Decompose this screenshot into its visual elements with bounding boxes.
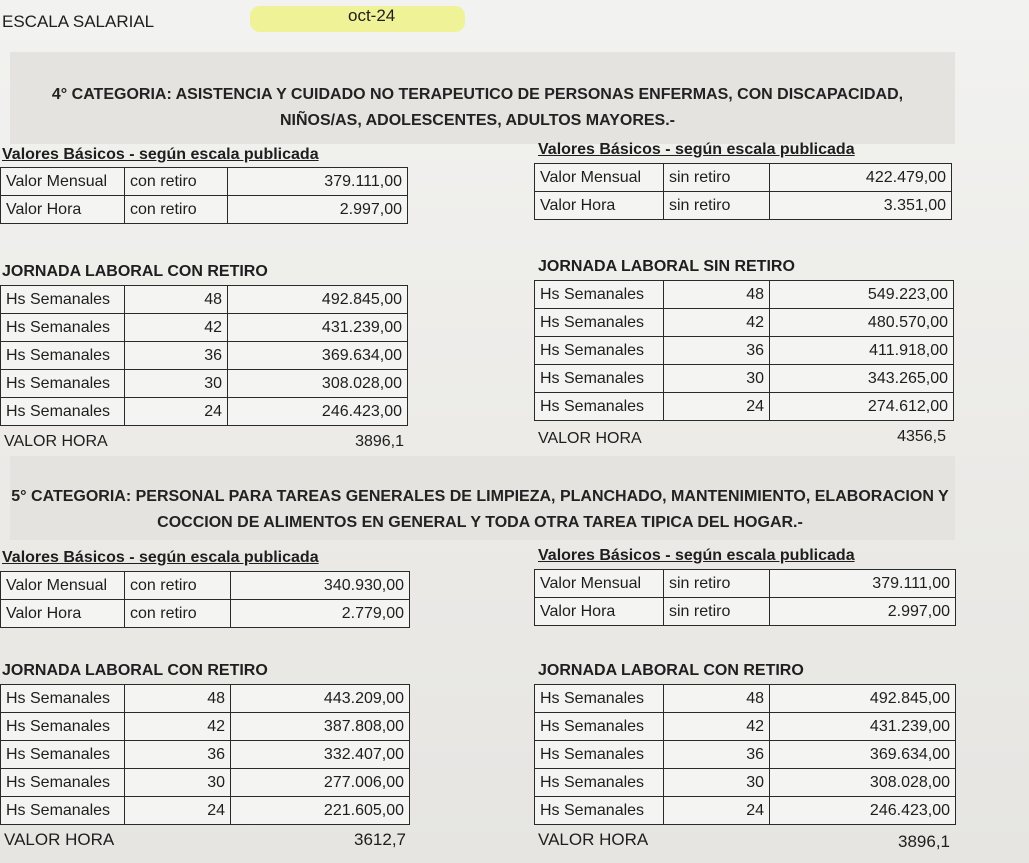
hours-cell: 30 [125, 769, 231, 797]
value-cell: 492.845,00 [770, 685, 956, 713]
value-cell: 431.239,00 [770, 713, 956, 741]
table-row [1, 797, 410, 825]
category-5-title-line2: COCCION DE ALIMENTOS EN GENERAL Y TODA OTRA TAREA TIPICA DEL HOGAR.- [157, 514, 803, 531]
label-cell: Valor Hora [535, 598, 664, 626]
cat4-jornada-right-heading: JORNADA LABORAL SIN RETIRO [538, 258, 795, 275]
label-cell: Valor Mensual [1, 572, 125, 600]
cat5-right-valor-hora-label: VALOR HORA [538, 830, 649, 849]
value-cell: 2.997,00 [770, 598, 956, 626]
hours-cell: 42 [125, 713, 231, 741]
label-cell: Valor Hora [1, 196, 125, 224]
value-cell: 431.239,00 [228, 314, 408, 342]
label-cell: Hs Semanales [1, 314, 125, 342]
table-row [535, 337, 954, 365]
value-cell: 2.997,00 [228, 196, 408, 224]
table-row [1, 286, 408, 314]
value-cell: 492.845,00 [228, 286, 408, 314]
mode-cell: con retiro [125, 600, 231, 628]
label-cell: Hs Semanales [1, 741, 125, 769]
table-row [1, 572, 410, 600]
cat4-jornada-right-table [534, 280, 954, 421]
label-cell: Hs Semanales [535, 309, 664, 337]
value-cell: 379.111,00 [770, 570, 956, 598]
hours-cell: 24 [664, 393, 770, 421]
value-cell: 422.479,00 [770, 164, 952, 192]
table-row [535, 769, 956, 797]
mode-cell: con retiro [125, 572, 231, 600]
cat4-right-valor-hora: 4356,5 [897, 428, 946, 445]
mode-cell: con retiro [125, 196, 228, 224]
value-cell: 246.423,00 [770, 797, 956, 825]
table-row [535, 797, 956, 825]
cat5-jornada-right-heading: JORNADA LABORAL CON RETIRO [538, 662, 804, 679]
cat4-basicos-left-table [0, 167, 408, 224]
category-5-title-line1: 5° CATEGORIA: PERSONAL PARA TAREAS GENERALES DE LIMPIEZA, PLANCHADO, MANTENIMIENTO, ELABORACION Y [11, 488, 949, 505]
value-cell: 2.779,00 [231, 600, 410, 628]
value-cell: 332.407,00 [231, 741, 410, 769]
hours-cell: 42 [664, 309, 770, 337]
value-cell: 443.209,00 [231, 685, 410, 713]
table-row [535, 598, 956, 626]
cat5-left-valor-hora-label: VALOR HORA [4, 830, 115, 849]
cat5-basicos-left-table [0, 571, 410, 628]
value-cell: 277.006,00 [231, 769, 410, 797]
cat5-right-valor-hora: 3896,1 [898, 832, 950, 851]
table-row [1, 600, 410, 628]
label-cell: Hs Semanales [1, 713, 125, 741]
hours-cell: 36 [125, 741, 231, 769]
value-cell: 369.634,00 [228, 342, 408, 370]
label-cell: Hs Semanales [1, 797, 125, 825]
cat5-jornada-right-table [534, 684, 956, 825]
label-cell: Hs Semanales [1, 398, 125, 426]
label-cell: Valor Mensual [1, 168, 125, 196]
table-row [1, 342, 408, 370]
hours-cell: 30 [664, 365, 770, 393]
value-cell: 308.028,00 [770, 769, 956, 797]
table-row [1, 196, 408, 224]
value-cell: 246.423,00 [228, 398, 408, 426]
document-title: ESCALA SALARIAL [2, 12, 155, 31]
cat4-right-valor-hora-label: VALOR HORA [538, 430, 642, 447]
value-cell: 369.634,00 [770, 741, 956, 769]
value-cell: 343.265,00 [770, 365, 954, 393]
cat4-basicos-left-heading: Valores Básicos - según escala publicada [2, 146, 319, 163]
category-4-title-line1: 4° CATEGORIA: ASISTENCIA Y CUIDADO NO TERAPEUTICO DE PERSONAS ENFERMAS, CON DISCAPACIDAD, [51, 86, 904, 103]
label-cell: Hs Semanales [535, 769, 664, 797]
label-cell: Valor Mensual [535, 570, 664, 598]
cat5-left-valor-hora: 3612,7 [354, 830, 406, 849]
hours-cell: 48 [125, 286, 228, 314]
hours-cell: 36 [125, 342, 228, 370]
table-row [535, 713, 956, 741]
cat5-jornada-left-heading: JORNADA LABORAL CON RETIRO [2, 662, 268, 679]
cat4-jornada-left-table [0, 285, 408, 426]
label-cell: Hs Semanales [535, 713, 664, 741]
value-cell: 340.930,00 [231, 572, 410, 600]
hours-cell: 48 [664, 281, 770, 309]
value-cell: 308.028,00 [228, 370, 408, 398]
hours-cell: 36 [664, 337, 770, 365]
cat5-jornada-left-table [0, 684, 410, 825]
label-cell: Hs Semanales [1, 286, 125, 314]
hours-cell: 42 [664, 713, 770, 741]
cat4-left-valor-hora-label: VALOR HORA [4, 433, 108, 450]
table-row [1, 398, 408, 426]
value-cell: 480.570,00 [770, 309, 954, 337]
label-cell: Hs Semanales [535, 365, 664, 393]
cat5-basicos-left-heading: Valores Básicos - según escala publicada [2, 549, 319, 566]
label-cell: Hs Semanales [1, 685, 125, 713]
hours-cell: 30 [664, 769, 770, 797]
table-row [535, 281, 954, 309]
hours-cell: 24 [664, 797, 770, 825]
value-cell: 274.612,00 [770, 393, 954, 421]
table-row [1, 370, 408, 398]
table-row [1, 314, 408, 342]
hours-cell: 30 [125, 370, 228, 398]
label-cell: Hs Semanales [1, 370, 125, 398]
table-row [535, 164, 952, 192]
cat4-left-valor-hora: 3896,1 [355, 433, 404, 450]
table-row [535, 741, 956, 769]
label-cell: Hs Semanales [1, 769, 125, 797]
table-row [1, 769, 410, 797]
label-cell: Valor Hora [1, 600, 125, 628]
mode-cell: sin retiro [664, 192, 770, 220]
value-cell: 411.918,00 [770, 337, 954, 365]
mode-cell: con retiro [125, 168, 228, 196]
category-4-title-line2: NIÑOS/AS, ADOLESCENTES, ADULTOS MAYORES.- [279, 112, 675, 129]
value-cell: 379.111,00 [228, 168, 408, 196]
value-cell: 3.351,00 [770, 192, 952, 220]
hours-cell: 48 [125, 685, 231, 713]
table-row [535, 685, 956, 713]
table-row [1, 741, 410, 769]
hours-cell: 42 [125, 314, 228, 342]
table-row [1, 168, 408, 196]
cat5-basicos-right-heading: Valores Básicos - según escala publicada [538, 547, 855, 564]
hours-cell: 36 [664, 741, 770, 769]
hours-cell: 24 [125, 797, 231, 825]
table-row [535, 192, 952, 220]
hours-cell: 24 [125, 398, 228, 426]
hours-cell: 48 [664, 685, 770, 713]
table-row [1, 713, 410, 741]
label-cell: Hs Semanales [535, 685, 664, 713]
label-cell: Hs Semanales [535, 797, 664, 825]
label-cell: Valor Mensual [535, 164, 664, 192]
table-row [535, 365, 954, 393]
label-cell: Hs Semanales [1, 342, 125, 370]
label-cell: Hs Semanales [535, 393, 664, 421]
table-row [535, 393, 954, 421]
table-row [535, 570, 956, 598]
label-cell: Valor Hora [535, 192, 664, 220]
mode-cell: sin retiro [664, 570, 770, 598]
mode-cell: sin retiro [664, 164, 770, 192]
label-cell: Hs Semanales [535, 281, 664, 309]
cat4-jornada-left-heading: JORNADA LABORAL CON RETIRO [2, 263, 268, 280]
value-cell: 549.223,00 [770, 281, 954, 309]
label-cell: Hs Semanales [535, 741, 664, 769]
mode-cell: sin retiro [664, 598, 770, 626]
table-row [535, 309, 954, 337]
cat4-basicos-right-heading: Valores Básicos - según escala publicada [538, 141, 855, 158]
value-cell: 387.808,00 [231, 713, 410, 741]
value-cell: 221.605,00 [231, 797, 410, 825]
document-date: oct-24 [348, 6, 396, 25]
cat5-basicos-right-table [534, 569, 956, 626]
cat4-basicos-right-table [534, 163, 952, 220]
label-cell: Hs Semanales [535, 337, 664, 365]
table-row [1, 685, 410, 713]
